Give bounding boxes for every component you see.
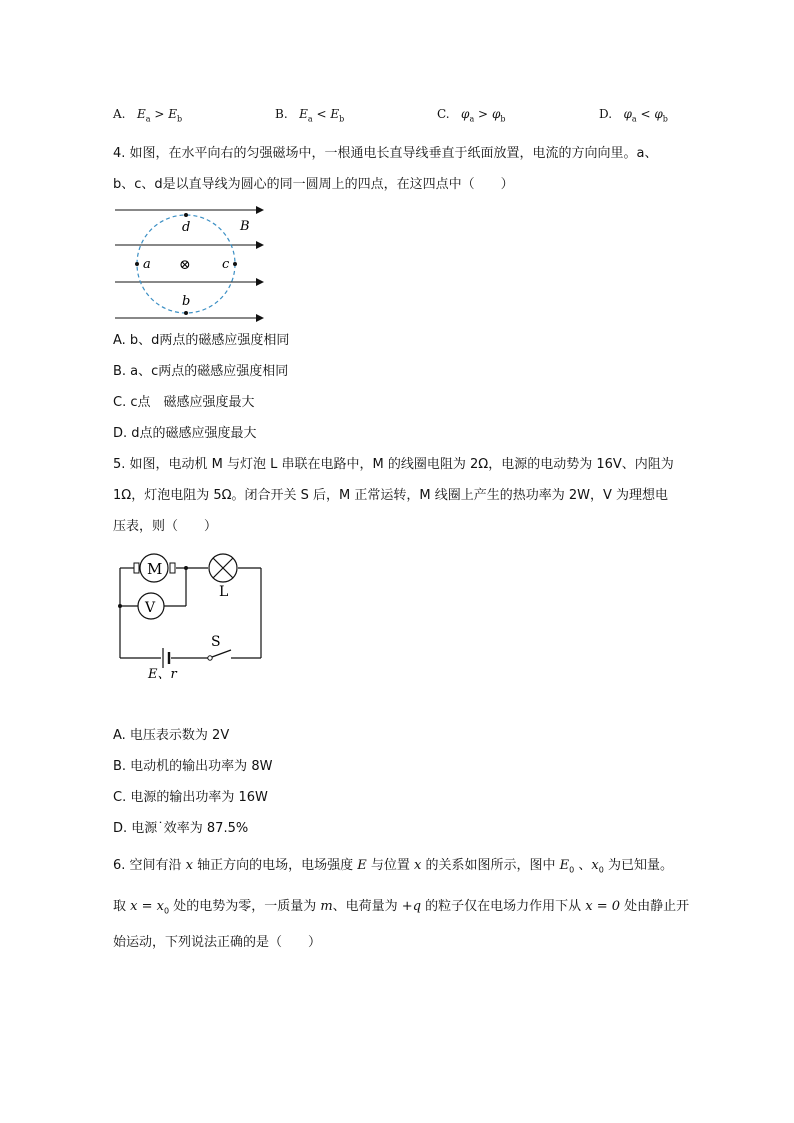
svg-text:L: L (219, 584, 229, 600)
q4-option-a: A. b、d两点的磁感应强度相同 (113, 333, 290, 348)
q4-stem-line1: 4. 如图，在水平向右的匀强磁场中，一根通电长直导线垂直于纸面放置，电流的方向向里。a、 (113, 146, 658, 161)
q3-option-b: B. $E_a < E_b$ (275, 107, 345, 124)
svg-text:V: V (145, 600, 156, 616)
q5-option-d: D. 电源˙效率为 87.5% (113, 821, 249, 836)
q5-stem-line3: 压表，则（ ） (113, 519, 218, 534)
svg-text:E、r: E、r (148, 667, 177, 682)
q4-magnetic-field-figure (113, 200, 273, 325)
q3-option-c: C. $\varphi_a > \varphi_b$ (437, 107, 506, 124)
q6-stem-line1: 6. 空间有沿 x 轴正方向的电场，电场强度 E 与位置 x 的关系如图所示，图中 $E_0$ 、$x_0$ 为已知量。 (113, 858, 673, 875)
q3-option-a: A. $E_a > E_b$ (113, 107, 183, 124)
q5-option-b: B. 电动机的输出功率为 8W (113, 759, 273, 774)
svg-text:S: S (211, 634, 221, 650)
point-d (184, 213, 188, 217)
q4-option-d: D. d点的磁感应强度最大 (113, 426, 257, 441)
q5-circuit-figure (113, 548, 273, 683)
point-c (233, 262, 237, 266)
label-d: d (182, 220, 191, 235)
point-a (135, 262, 139, 266)
label-b: b (182, 294, 191, 309)
motor-brush-right (170, 563, 175, 573)
q4-option-c: C. c点 磁感应强度最大 (113, 395, 255, 410)
q6-stem-line2: 取 $x = x_0$ 处的电势为零，一质量为 m、电荷量为 +q 的粒子仅在电场力作用下从 x = 0 处由静止开 (113, 899, 690, 916)
q6-stem-line3: 始运动，下列说法正确的是（ ） (113, 935, 322, 950)
q5-option-a: A. 电压表示数为 2V (113, 728, 230, 743)
q5-stem-line1: 5. 如图，电动机 M 与灯泡 L 串联在电路中，M 的线圈电阻为 2Ω，电源的电动势为 16V、内阻为 (113, 457, 674, 472)
label-c: c (222, 257, 230, 272)
q5-option-c: C. 电源的输出功率为 16W (113, 790, 268, 805)
motor-brush-left (134, 563, 139, 573)
q4-stem-line2: b、c、d是以直导线为圆心的同一圆周上的四点，在这四点中（ ） (113, 177, 514, 192)
point-b (184, 311, 188, 315)
q5-stem-line2: 1Ω，灯泡电阻为 5Ω。闭合开关 S 后，M 正常运转，M 线圈上产生的热功率为 2W，V 为理想电 (113, 488, 669, 503)
wire-into-page-icon: ⊗ (179, 257, 191, 273)
q4-option-b: B. a、c两点的磁感应强度相同 (113, 364, 289, 379)
label-a: a (143, 257, 151, 272)
q3-option-d: D. $\varphi_a < \varphi_b$ (599, 107, 668, 124)
label-B: B (240, 219, 250, 234)
switch-lever (212, 650, 231, 657)
svg-text:M: M (147, 560, 163, 578)
